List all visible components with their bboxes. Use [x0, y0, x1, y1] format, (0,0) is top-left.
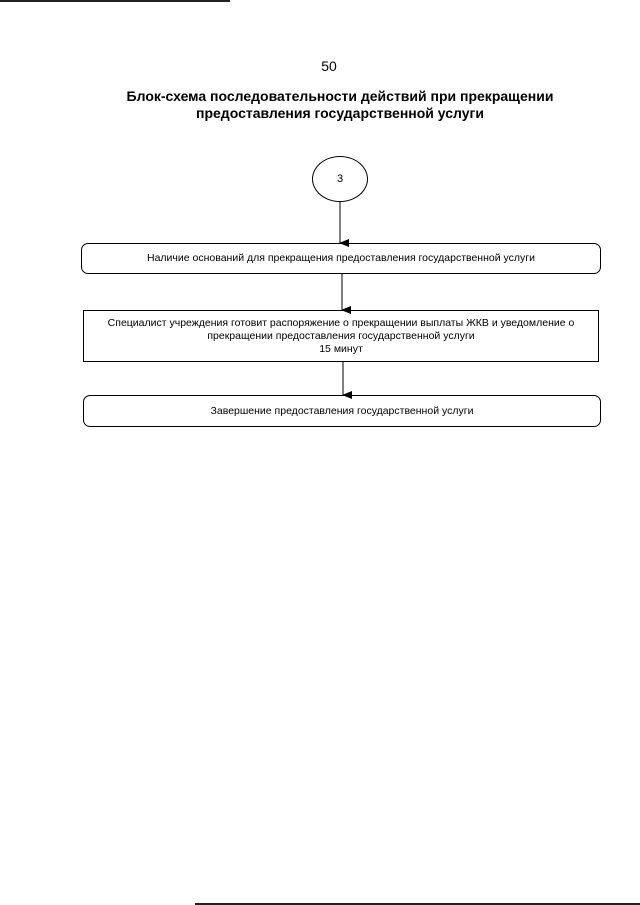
connector-circle [312, 156, 368, 202]
title-line: Блок-схема последовательности действий при прекращении [126, 88, 554, 104]
title-line: предоставления государственной услуги [196, 105, 484, 121]
page-number: 50 [321, 58, 337, 74]
connector-label: 3 [336, 173, 344, 185]
step-text: Специалист учреждения готовит распоряжение о прекращении выплаты ЖКВ и уведомление о [107, 316, 575, 329]
step-box-1 [81, 243, 601, 274]
step-box-3 [83, 395, 601, 427]
step-box-2 [83, 310, 599, 362]
step-text: Завершение предоставления государственной услуги [210, 404, 474, 417]
step-duration: 15 минут [319, 342, 363, 355]
step-text: Наличие оснований для прекращения предоставления государственной услуги [147, 252, 535, 264]
step-text: прекращении предоставления государственной услуги [207, 329, 475, 342]
